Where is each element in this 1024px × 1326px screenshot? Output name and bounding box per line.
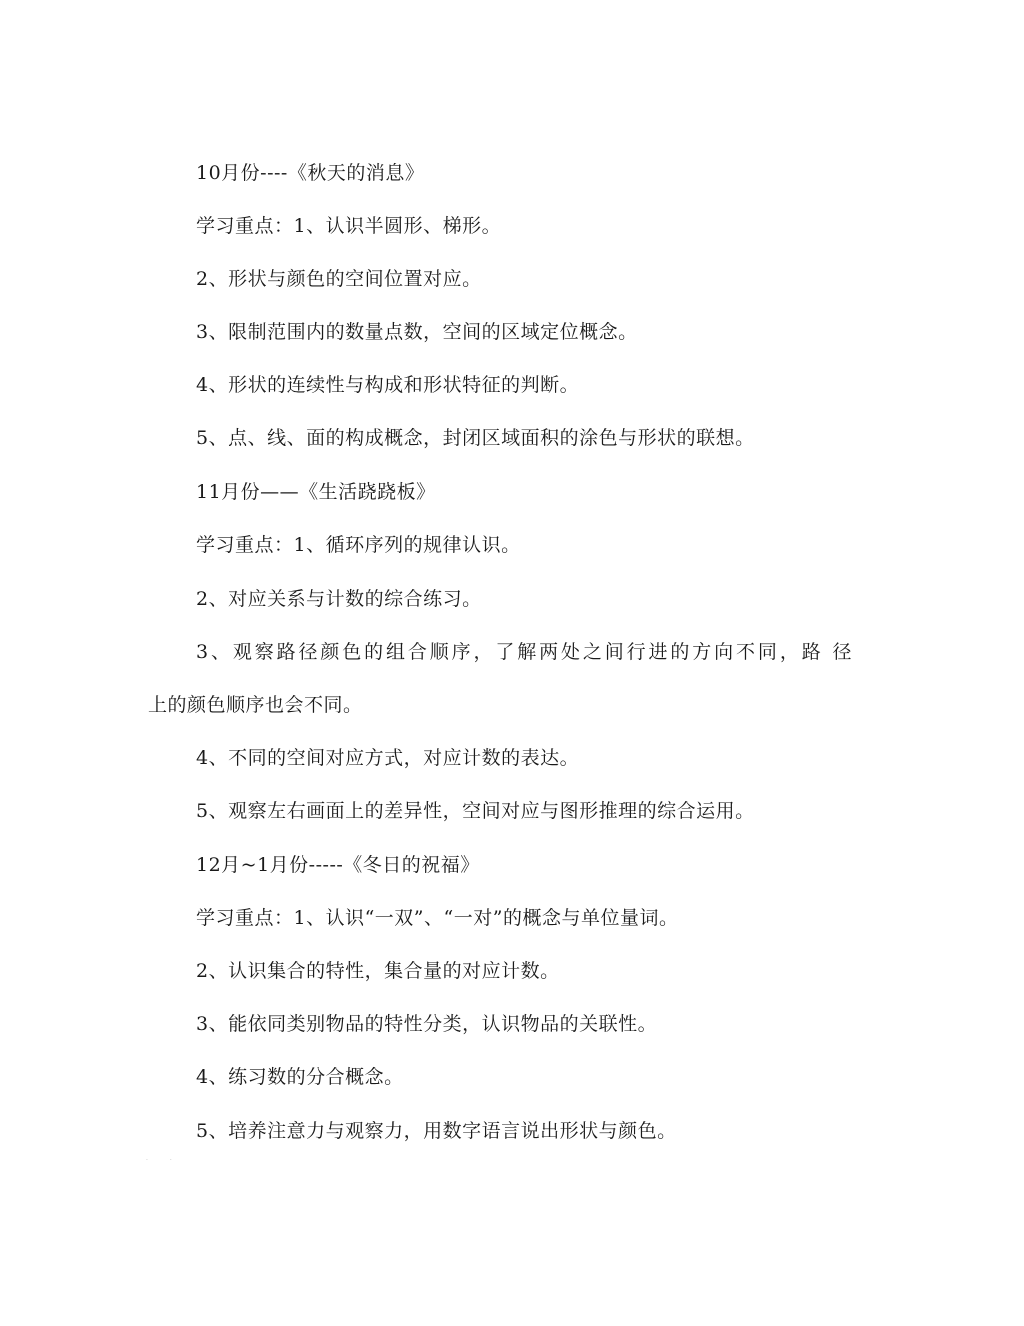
learning-point-continuation: 上的颜色顺序也会不同。 (148, 694, 363, 716)
learning-point: 3、限制范围内的数量点数，空间的区域定位概念。 (196, 321, 638, 343)
scan-speck: · · (146, 1157, 182, 1164)
learning-point: 5、培养注意力与观察力，用数字语言说出形状与颜色。 (196, 1120, 677, 1142)
learning-point: 3、观察路径颜色的组合顺序，了解两处之间行进的方向不同，路 径 (196, 641, 852, 663)
learning-point: 学习重点：1、循环序列的规律认识。 (196, 534, 521, 556)
learning-point: 学习重点：1、认识“一双”、“一对”的概念与单位量词。 (196, 907, 679, 929)
learning-point: 学习重点：1、认识半圆形、梯形。 (196, 215, 502, 237)
learning-point: 2、形状与颜色的空间位置对应。 (196, 268, 482, 290)
section-heading-november: 11月份——《生活跷跷板》 (196, 481, 436, 503)
learning-point: 2、认识集合的特性，集合量的对应计数。 (196, 960, 560, 982)
learning-point: 4、不同的空间对应方式，对应计数的表达。 (196, 747, 580, 769)
section-heading-december-january: 12月~1月份-----《冬日的祝福》 (196, 854, 480, 876)
section-heading-october: 10月份----《秋天的消息》 (196, 162, 425, 184)
learning-point: 5、点、线、面的构成概念，封闭区域面积的涂色与形状的联想。 (196, 427, 755, 449)
learning-point: 3、能依同类别物品的特性分类，认识物品的关联性。 (196, 1013, 658, 1035)
learning-point: 4、形状的连续性与构成和形状特征的判断。 (196, 374, 580, 396)
learning-point: 4、练习数的分合概念。 (196, 1066, 404, 1088)
learning-point: 2、对应关系与计数的综合练习。 (196, 588, 482, 610)
learning-point: 5、观察左右画面上的差异性，空间对应与图形推理的综合运用。 (196, 800, 755, 822)
